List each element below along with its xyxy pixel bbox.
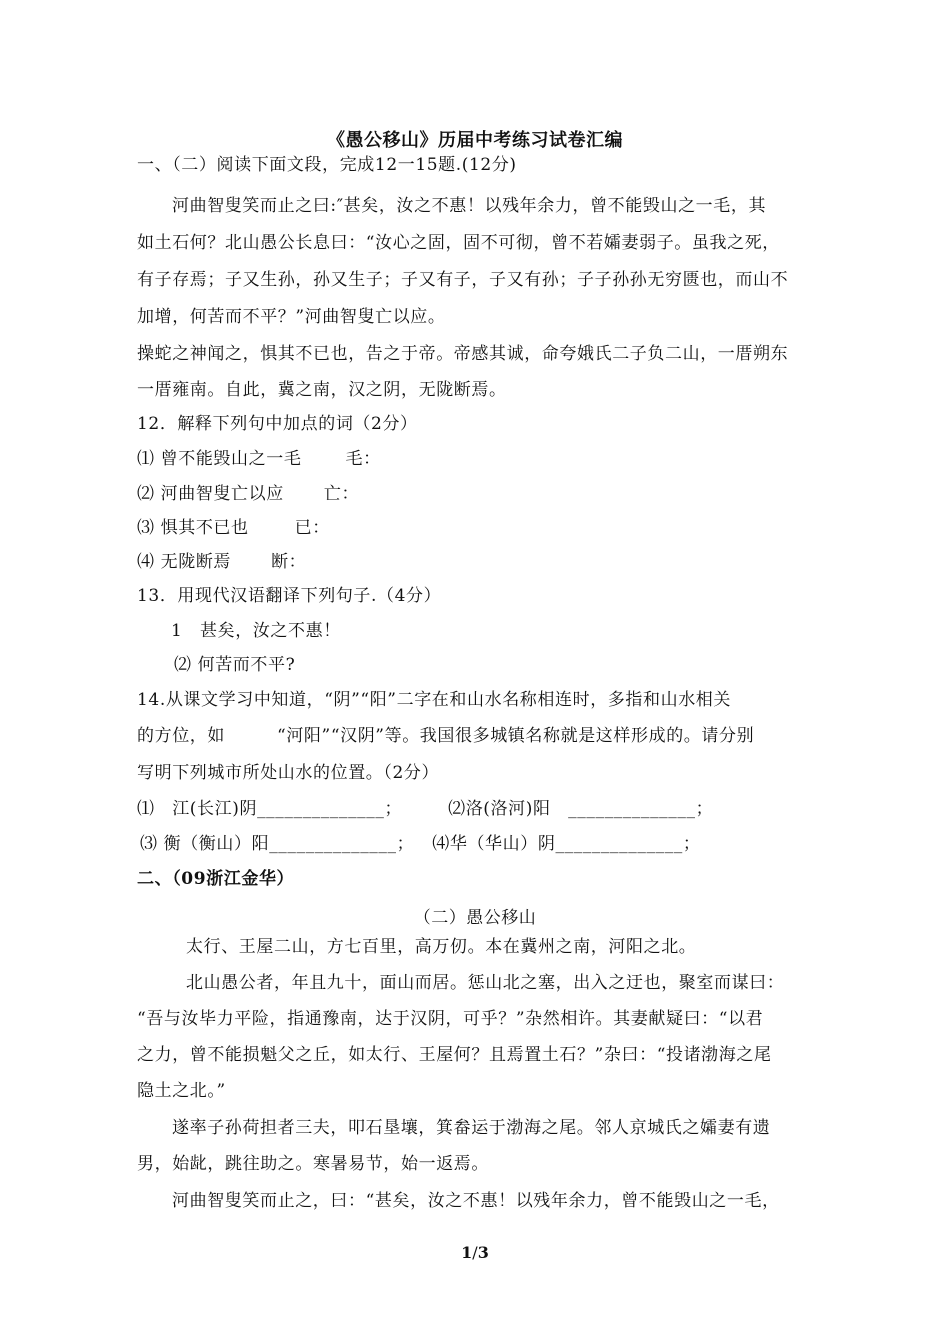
question-14-text: “河阳”“汉阴”等。我国很多城镇名称就是这样形成的。请分别 xyxy=(277,726,755,746)
passage2-line: 河曲智叟笑而止之，曰：“甚矣，汝之不惠！以残年余力，曾不能毁山之一毛， xyxy=(172,1191,780,1211)
item-sentence: 曾不能毁山之一毛 xyxy=(160,449,302,469)
question-13-item: ⑵ 何苦而不平? xyxy=(174,655,296,675)
item-number: ⑶ xyxy=(137,518,155,538)
passage1-line: 河曲智叟笑而止之曰:″甚矣，汝之不惠！以残年余力，曾不能毁山之一毛，其 xyxy=(172,196,767,216)
question-12-item xyxy=(137,516,330,540)
passage1-line: 一厝雍南。自此，冀之南，汉之阴，无陇断焉。 xyxy=(137,380,507,400)
answer-blank: ⑵洛(洛河)阳 ______________； xyxy=(448,799,714,819)
passage2-line: 之力，曾不能损魁父之丘，如太行、王屋何？且焉置土石？”杂曰：“投诸渤海之尾 xyxy=(137,1045,772,1065)
item-number: ⑵ xyxy=(137,484,155,504)
current-page: 1 xyxy=(461,1243,473,1262)
question-14-line: 写明下列城市所处山水的位置。（2分） xyxy=(137,763,440,783)
passage2-line: 遂率子孙荷担者三夫，叩石垦壤，箕畚运于渤海之尾。邻人京城氏之孀妻有遗 xyxy=(172,1118,771,1138)
question-13-stem: 13．用现代汉语翻译下列句子.（4分） xyxy=(137,586,442,606)
question-14-row xyxy=(140,832,700,856)
passage1-line: 操蛇之神闻之，惧其不已也，告之于帝。帝感其诚，命夸娥氏二子负二山，一厝朔东 xyxy=(137,344,789,364)
item-sentence: 惧其不已也 xyxy=(160,518,249,538)
question-12-item xyxy=(137,482,359,506)
question-12-stem: 12．解释下列句中加点的词（2分） xyxy=(137,414,418,434)
item-word: 断： xyxy=(271,552,307,572)
passage1-line: 有子存焉；子又生孙，孙又生子；子又有子，子又有孙；子子孙孙无穷匮也，而山不 xyxy=(137,270,789,290)
passage1-line: 如土石何？北山愚公长息曰：“汝心之固，固不可彻，曾不若孀妻弱子。虽我之死， xyxy=(137,233,780,253)
passage2-line: 隐土之北。” xyxy=(137,1081,226,1101)
item-sentence: 河曲智叟亡以应 xyxy=(160,484,284,504)
question-14-row xyxy=(137,797,713,821)
document-title: 《愚公移山》历届中考练习试卷汇编 xyxy=(327,130,623,151)
passage2-line: “吾与汝毕力平险，指通豫南，达于汉阴，可乎？”杂然相许。其妻献疑曰：“以君 xyxy=(137,1009,764,1029)
question-14-text: 的方位，如 xyxy=(137,726,225,746)
question-13-item: 1 甚矣，汝之不惠！ xyxy=(171,621,341,641)
item-number: ⑴ xyxy=(137,449,155,469)
answer-blank: ⑴ 江(长江)阴______________； xyxy=(137,799,403,819)
item-sentence: 无陇断焉 xyxy=(160,552,232,572)
passage2-line: 太行、王屋二山，方七百里，高万仞。本在冀州之南，河阳之北。 xyxy=(186,937,697,957)
passage1-line: 加增，何苦而不平？”河曲智叟亡以应。 xyxy=(137,307,446,327)
total-pages: 3 xyxy=(477,1243,489,1262)
question-12-item xyxy=(137,550,306,574)
section1-heading: 一、（二）阅读下面文段，完成12一15题.(12分) xyxy=(137,155,517,175)
answer-blank: ⑷华（华山）阴______________； xyxy=(432,834,701,854)
passage2-line: 男，始龀，跳往助之。寒暑易节，始一返焉。 xyxy=(137,1154,489,1174)
passage2-line: 北山愚公者，年且九十，面山而居。惩山北之塞，出入之迂也，聚室而谋曰： xyxy=(186,973,785,993)
question-12-item xyxy=(137,447,381,471)
question-14-line: 14.从课文学习中知道，“阴”“阳”二字在和山水名称相连时，多指和山水相关 xyxy=(137,690,731,710)
section2-heading: 二、（09浙江金华） xyxy=(137,869,295,889)
item-word: 毛： xyxy=(345,449,381,469)
page-separator: / xyxy=(472,1243,478,1262)
item-word: 亡： xyxy=(323,484,360,504)
item-word: 已： xyxy=(294,518,330,538)
page-number xyxy=(0,1243,950,1262)
item-number: ⑷ xyxy=(137,552,155,572)
section2-subtitle: （二）愚公移山 xyxy=(413,908,537,928)
question-14-line xyxy=(137,724,754,748)
answer-blank: ⑶ 衡（衡山）阳______________； xyxy=(140,834,415,854)
